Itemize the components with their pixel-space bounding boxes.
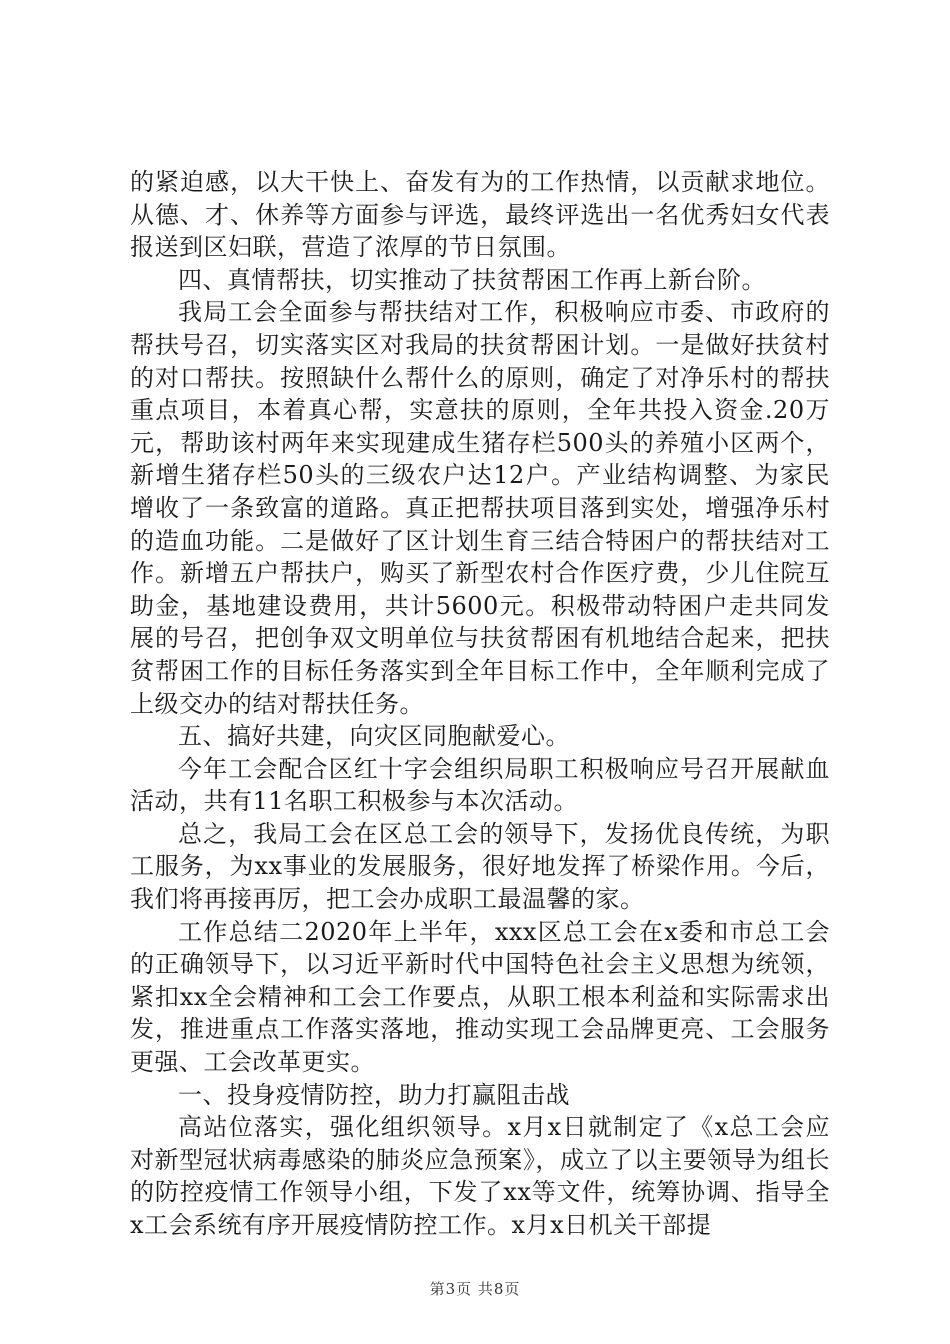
paragraph-heading-5: 五、搞好共建，向灾区同胞献爱心。 xyxy=(178,722,570,751)
paragraph-heading-1: 一、投身疫情防控，助力打赢阻击战 xyxy=(178,1080,570,1109)
page-footer: 第3页 共8页 xyxy=(429,1280,521,1298)
paragraph-1: 的紧迫感，以大干快上、奋发有为的工作热情，以贡献求地位。从德、才、休养等方面参与评选，最终评选出一名优秀妇女代表报送到区妇联，营造了浓厚的节日氛围。 xyxy=(130,168,830,262)
paragraph-heading-4: 四、真情帮扶，切实推动了扶贫帮困工作再上新台阶。 xyxy=(178,265,766,294)
paragraph-9: 高站位落实，强化组织领导。x月x日就制定了《x总工会应对新型冠状病毒感染的肺炎应急预案》，成立了以主要领导为组长的防控疫情工作领导小组，下发了xx等文件，统筹协调、指导全x工会系统有序开展疫情防控工作。x月x日机关干部提 xyxy=(130,1113,830,1239)
document-body xyxy=(130,166,830,1242)
paragraph-7: 工作总结二2020年上半年，xxx区总工会在x委和市总工会的正确领导下，以习近平新时代中国特色社会主义思想为统领，紧扣xx全会精神和工会工作要点，从职工根本利益和实际需求出发，推进重点工作落实落地，推动实现工会品牌更亮、工会服务更强、工会改革更实。 xyxy=(130,917,830,1077)
paragraph-6: 总之，我局工会在区总工会的领导下，发扬优良传统，为职工服务，为xx事业的发展服务，很好地发挥了桥梁作用。今后，我们将再接再厉，把工会办成职工最温馨的家。 xyxy=(130,819,830,914)
paragraph-3: 我局工会全面参与帮扶结对工作，积极响应市委、市政府的帮扶号召，切实落实区对我局的扶贫帮困计划。一是做好扶贫村的对口帮扶。按照缺什么帮什么的原则，确定了对净乐村的帮扶重点项目，本着真心帮，实意扶的原则，全年共投入资金.20万元，帮助该村两年来实现建成生猪存栏500头的养殖小区两个，新增生猪存栏50头的三级农户达12户。产业结构调整、为家民增收了一条致富的道路。真正把帮扶项目落到实处，增强净乐村的造血功能。二是做好了区计划生育三结合特困户的帮扶结对工作。新增五户帮扶户，购买了新型农村合作医疗费，少儿住院互助金，基地建设费用，共计5600元。积极带动特困户走共同发展的号召，把创争双文明单位与扶贫帮困有机地结合起来，把扶贫帮困工作的目标任务落实到全年目标工作中，全年顺利完成了上级交办的结对帮扶任务。 xyxy=(130,298,830,718)
paragraph-5: 今年工会配合区红十字会组织局职工积极响应号召开展献血活动，共有11名职工积极参与本次活动。 xyxy=(130,754,830,816)
